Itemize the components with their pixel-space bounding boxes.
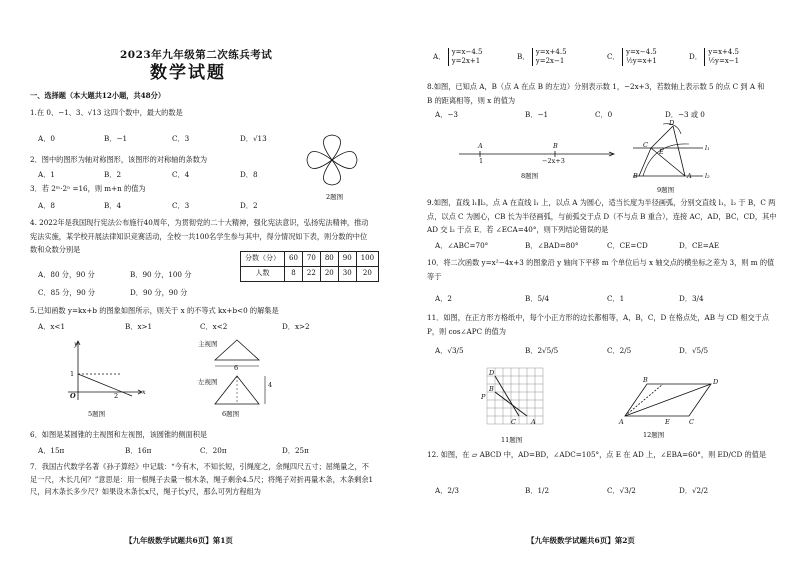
q4-score-table bbox=[240, 251, 379, 282]
q5-option-c: C．x<2 bbox=[200, 322, 228, 331]
q8-stem: 8.如图，已知点 A，B（点 A 在点 B 的左边）分别表示数 1，−2x+3，若数轴上表示数 5 的点 C 到 A 和 B 的距离相等，则 x 的值为 bbox=[427, 82, 765, 105]
table-cell: 20 bbox=[320, 267, 338, 282]
q9-point-a: A bbox=[687, 172, 692, 180]
q11-caption: 11题图 bbox=[501, 436, 523, 444]
section-heading: 一、选择题（本大题共12小题，共48分） bbox=[30, 91, 166, 100]
equation: y=2x−1 bbox=[535, 56, 565, 65]
table-cell: 100 bbox=[356, 252, 378, 267]
exam-title: 2023年九年级第二次练兵考试 bbox=[120, 49, 273, 61]
q8-option-b: B．−1 bbox=[525, 110, 549, 119]
q11-stem: 11．如图，在正方形方格纸中，每个小正方形的边长都相等，A，B，C，D 在格点处，AB 与 CD 相交于点 P，则 cos∠APC 的值为 bbox=[427, 313, 770, 336]
table-cell: 80 bbox=[320, 252, 338, 267]
equation: y=x+4.5 bbox=[708, 48, 740, 56]
q6-option-d: D．25π bbox=[282, 446, 309, 455]
q5-origin-label: O bbox=[70, 392, 76, 400]
option-letter: D． bbox=[689, 51, 702, 61]
equation: y=x+4.5 bbox=[535, 48, 567, 56]
q3-stem: 3．若 2ᵐ·2ⁿ =16，则 m+n 的值为 bbox=[30, 184, 146, 193]
q12-parallelogram-figure bbox=[619, 380, 719, 422]
option-letter: B． bbox=[517, 51, 530, 61]
q11-point-p: P bbox=[481, 393, 486, 401]
equation: y=x−4.5 bbox=[625, 48, 657, 56]
q5-caption: 5题图 bbox=[88, 410, 106, 418]
table-cell: 人数 bbox=[241, 267, 285, 282]
q3-option-c: C．3 bbox=[172, 201, 190, 210]
q8-point-b: B bbox=[553, 142, 558, 150]
q9-option-b: B．∠BAD=80° bbox=[525, 241, 579, 250]
q2-caption: 2题图 bbox=[326, 193, 344, 201]
q12-point-c: C bbox=[689, 418, 694, 426]
q8-option-d: D．−3 或 0 bbox=[665, 110, 705, 119]
q3-option-b: B．4 bbox=[104, 201, 122, 210]
q5-option-b: B．x>1 bbox=[125, 322, 153, 331]
q9-option-d: D．CE=AE bbox=[679, 241, 720, 250]
q12-option-d: D．√2/2 bbox=[679, 486, 709, 495]
equation-system bbox=[622, 48, 657, 66]
q2-option-a: A．1 bbox=[38, 170, 55, 179]
q7-option-b bbox=[517, 48, 567, 66]
q12-option-c: C．√3/2 bbox=[607, 486, 636, 495]
q7-option-a bbox=[433, 48, 482, 66]
q9-point-b: B bbox=[633, 172, 638, 180]
q9-construction-figure bbox=[633, 122, 713, 184]
q5-stem: 5.已知函数 y=kx+b 的图象如图所示，则关于 x 的不等式 kx+b<0 的解集是 bbox=[30, 306, 279, 315]
equation: ½y=x+1 bbox=[625, 56, 657, 65]
q6-option-c: C．20π bbox=[200, 446, 227, 455]
equation: y=x−4.5 bbox=[451, 48, 483, 56]
q6-caption: 6题图 bbox=[222, 410, 240, 418]
q12-option-a: A．2/3 bbox=[435, 486, 459, 495]
q9-line-l1: l₁ bbox=[705, 144, 710, 152]
q11-point-b: B bbox=[489, 385, 494, 393]
q9-point-d: D bbox=[669, 119, 675, 127]
q12-stem: 12. 如图，在 ▱ ABCD 中，AD=BD，∠ADC=105°，点 E 在 AD 上，∠EBA=60°，则 ED/CD 的值是 bbox=[427, 450, 767, 459]
q12-point-d: D bbox=[713, 378, 719, 386]
equation-system bbox=[448, 48, 483, 66]
q12-point-b: B bbox=[643, 376, 648, 384]
q6-option-b: B．16π bbox=[125, 446, 152, 455]
subject-title: 数学试题 bbox=[150, 63, 226, 83]
q8-value-2: −2x+3 bbox=[542, 157, 565, 165]
q8-value-1: 1 bbox=[479, 157, 484, 165]
q11-point-c: C bbox=[511, 418, 516, 426]
q10-option-d: D．3/4 bbox=[679, 294, 704, 303]
q9-stem: 9.如图，直线 l₁∥l₂，点 A 在直线 l₁ 上，以点 A 为圆心，适当长度为半径画弧，分别交直线 l₁，l₂ 于 B，C 两点，以点 C 为圆心，CB 长为半径画弧，与前弧交于点 D（不与点 B 重合），连接 AC，AD，BC，CD，其中 AD 交 l₂ 于点 E．若 ∠ECA=40°，则下列结论错误的是 bbox=[427, 198, 777, 235]
q9-caption: 9题图 bbox=[657, 186, 675, 194]
table-cell: 分数（分） bbox=[241, 252, 285, 267]
q5-x-label: x bbox=[142, 388, 146, 396]
q10-option-a: A．2 bbox=[435, 294, 452, 303]
q5-option-a: A．x<1 bbox=[38, 322, 66, 331]
q9-point-e: E bbox=[659, 148, 664, 156]
table-cell: 22 bbox=[302, 267, 320, 282]
q5-y-label: y bbox=[74, 340, 78, 348]
table-cell: 8 bbox=[285, 267, 303, 282]
table-cell: 30 bbox=[338, 267, 356, 282]
q2-petal-figure bbox=[305, 133, 360, 188]
q11-grid-figure bbox=[487, 368, 547, 428]
q1-option-b: B．−1 bbox=[104, 134, 128, 143]
q7-option-d bbox=[689, 48, 739, 66]
q9-line-l2: l₂ bbox=[705, 172, 710, 180]
q10-option-c: C．1 bbox=[607, 294, 625, 303]
equation-system bbox=[704, 48, 739, 66]
page-2 bbox=[397, 0, 794, 561]
q11-point-a: A bbox=[531, 418, 536, 426]
q2-option-d: D．8 bbox=[240, 170, 258, 179]
q2-option-b: B．2 bbox=[104, 170, 122, 179]
q4-option-a: A．80 分，90 分 bbox=[38, 270, 95, 279]
q11-option-b: B．2√5/5 bbox=[525, 346, 559, 355]
q8-caption: 8题图 bbox=[521, 172, 539, 180]
q12-point-e: E bbox=[665, 418, 670, 426]
option-letter: A． bbox=[433, 51, 446, 61]
page-footer: 【九年级数学试题共6页】第2页 bbox=[527, 536, 635, 545]
q2-option-c: C．4 bbox=[172, 170, 190, 179]
q7-option-c bbox=[607, 48, 657, 66]
q1-stem: 1.在 0、−1、3、√13 这四个数中，最大的数是 bbox=[30, 108, 183, 117]
q6-left-view bbox=[213, 374, 268, 408]
q3-option-d: D．2 bbox=[240, 201, 258, 210]
q12-option-b: B．1/2 bbox=[525, 486, 550, 495]
q1-option-c: C．3 bbox=[172, 134, 190, 143]
q7-stem: 7．我国古代数学名著《孙子算经》中记载：“今有木，不知长短，引绳度之，余绳四尺五寸；屈绳量之，不足一尺，木长几何？”意思是：用一根绳子去量一根木条，绳子剩余4.5尺；将绳子对折再量木条，木条剩余1尺，问木条长多少尺？如果设木条长x尺，绳子长y尺，那么可列方程组为 bbox=[30, 462, 374, 497]
q11-option-c: C．2/5 bbox=[607, 346, 632, 355]
q1-option-a: A．0 bbox=[38, 134, 55, 143]
q10-option-b: B．5/4 bbox=[525, 294, 550, 303]
q4-stem: 4. 2022年是我国现行宪法公布施行40周年，为贯彻党的二十大精神，强化宪法意识，弘扬宪法精神，推动宪法实施，某学校开展法律知识竞赛活动，全校一共100名学生参与其中，得分情况如下表，则分数的中位数和众数分别是 bbox=[30, 218, 369, 255]
q11-option-d: D．√5/5 bbox=[679, 346, 709, 355]
option-letter: C． bbox=[607, 51, 620, 61]
q4-option-d: D．90 分，90 分 bbox=[130, 288, 188, 297]
equation: ½y=x−1 bbox=[708, 56, 740, 65]
q11-point-d: D bbox=[489, 369, 495, 377]
q5-tick-1: 1 bbox=[70, 370, 75, 378]
q6-option-a: A．15π bbox=[38, 446, 65, 455]
q9-point-c: C bbox=[643, 141, 648, 149]
table-cell: 70 bbox=[302, 252, 320, 267]
q9-option-a: A．∠ABC=70° bbox=[435, 241, 489, 250]
q12-caption: 12题图 bbox=[643, 431, 665, 439]
q12-point-a: A bbox=[619, 418, 624, 426]
q5-option-d: D．x>2 bbox=[282, 322, 310, 331]
q2-stem: 2．图中的图形为轴对称图形，该图形的对称轴的条数为 bbox=[30, 155, 208, 164]
q11-option-a: A．√3/5 bbox=[435, 346, 464, 355]
page-footer: 【九年级数学试题共6页】第1页 bbox=[125, 536, 233, 545]
q6-left-view-label: 左视图 bbox=[198, 378, 218, 386]
q9-option-c: C．CE=CD bbox=[607, 241, 648, 250]
q6-front-view-label: 主视图 bbox=[198, 340, 218, 348]
q5-tick-2: 2 bbox=[114, 392, 119, 400]
q8-option-a: A．−3 bbox=[435, 110, 458, 119]
q6-dim-6: 6 bbox=[234, 364, 239, 372]
table-cell: 20 bbox=[356, 267, 378, 282]
q1-option-d: D．√13 bbox=[240, 134, 267, 143]
q8-option-c: C．0 bbox=[595, 110, 613, 119]
q6-dim-4: 4 bbox=[268, 381, 273, 389]
q10-stem: 10．将二次函数 y=x²−4x+3 的图象沿 y 轴向下平移 m 个单位后与 x 轴交点的横坐标之差为 3，则 m 的值等于 bbox=[427, 258, 775, 281]
q4-option-c: C．85 分，90 分 bbox=[38, 288, 96, 297]
q4-option-b: B．90 分，100 分 bbox=[130, 270, 192, 279]
q8-point-a: A bbox=[478, 142, 483, 150]
table-cell: 90 bbox=[338, 252, 356, 267]
q3-option-a: A．8 bbox=[38, 201, 55, 210]
table-cell: 60 bbox=[285, 252, 303, 267]
equation: y=2x+1 bbox=[451, 56, 481, 65]
equation-system bbox=[532, 48, 567, 66]
q6-stem: 6．如图是某圆锥的主视图和左视图，该圆锥的侧面积是 bbox=[30, 430, 208, 439]
